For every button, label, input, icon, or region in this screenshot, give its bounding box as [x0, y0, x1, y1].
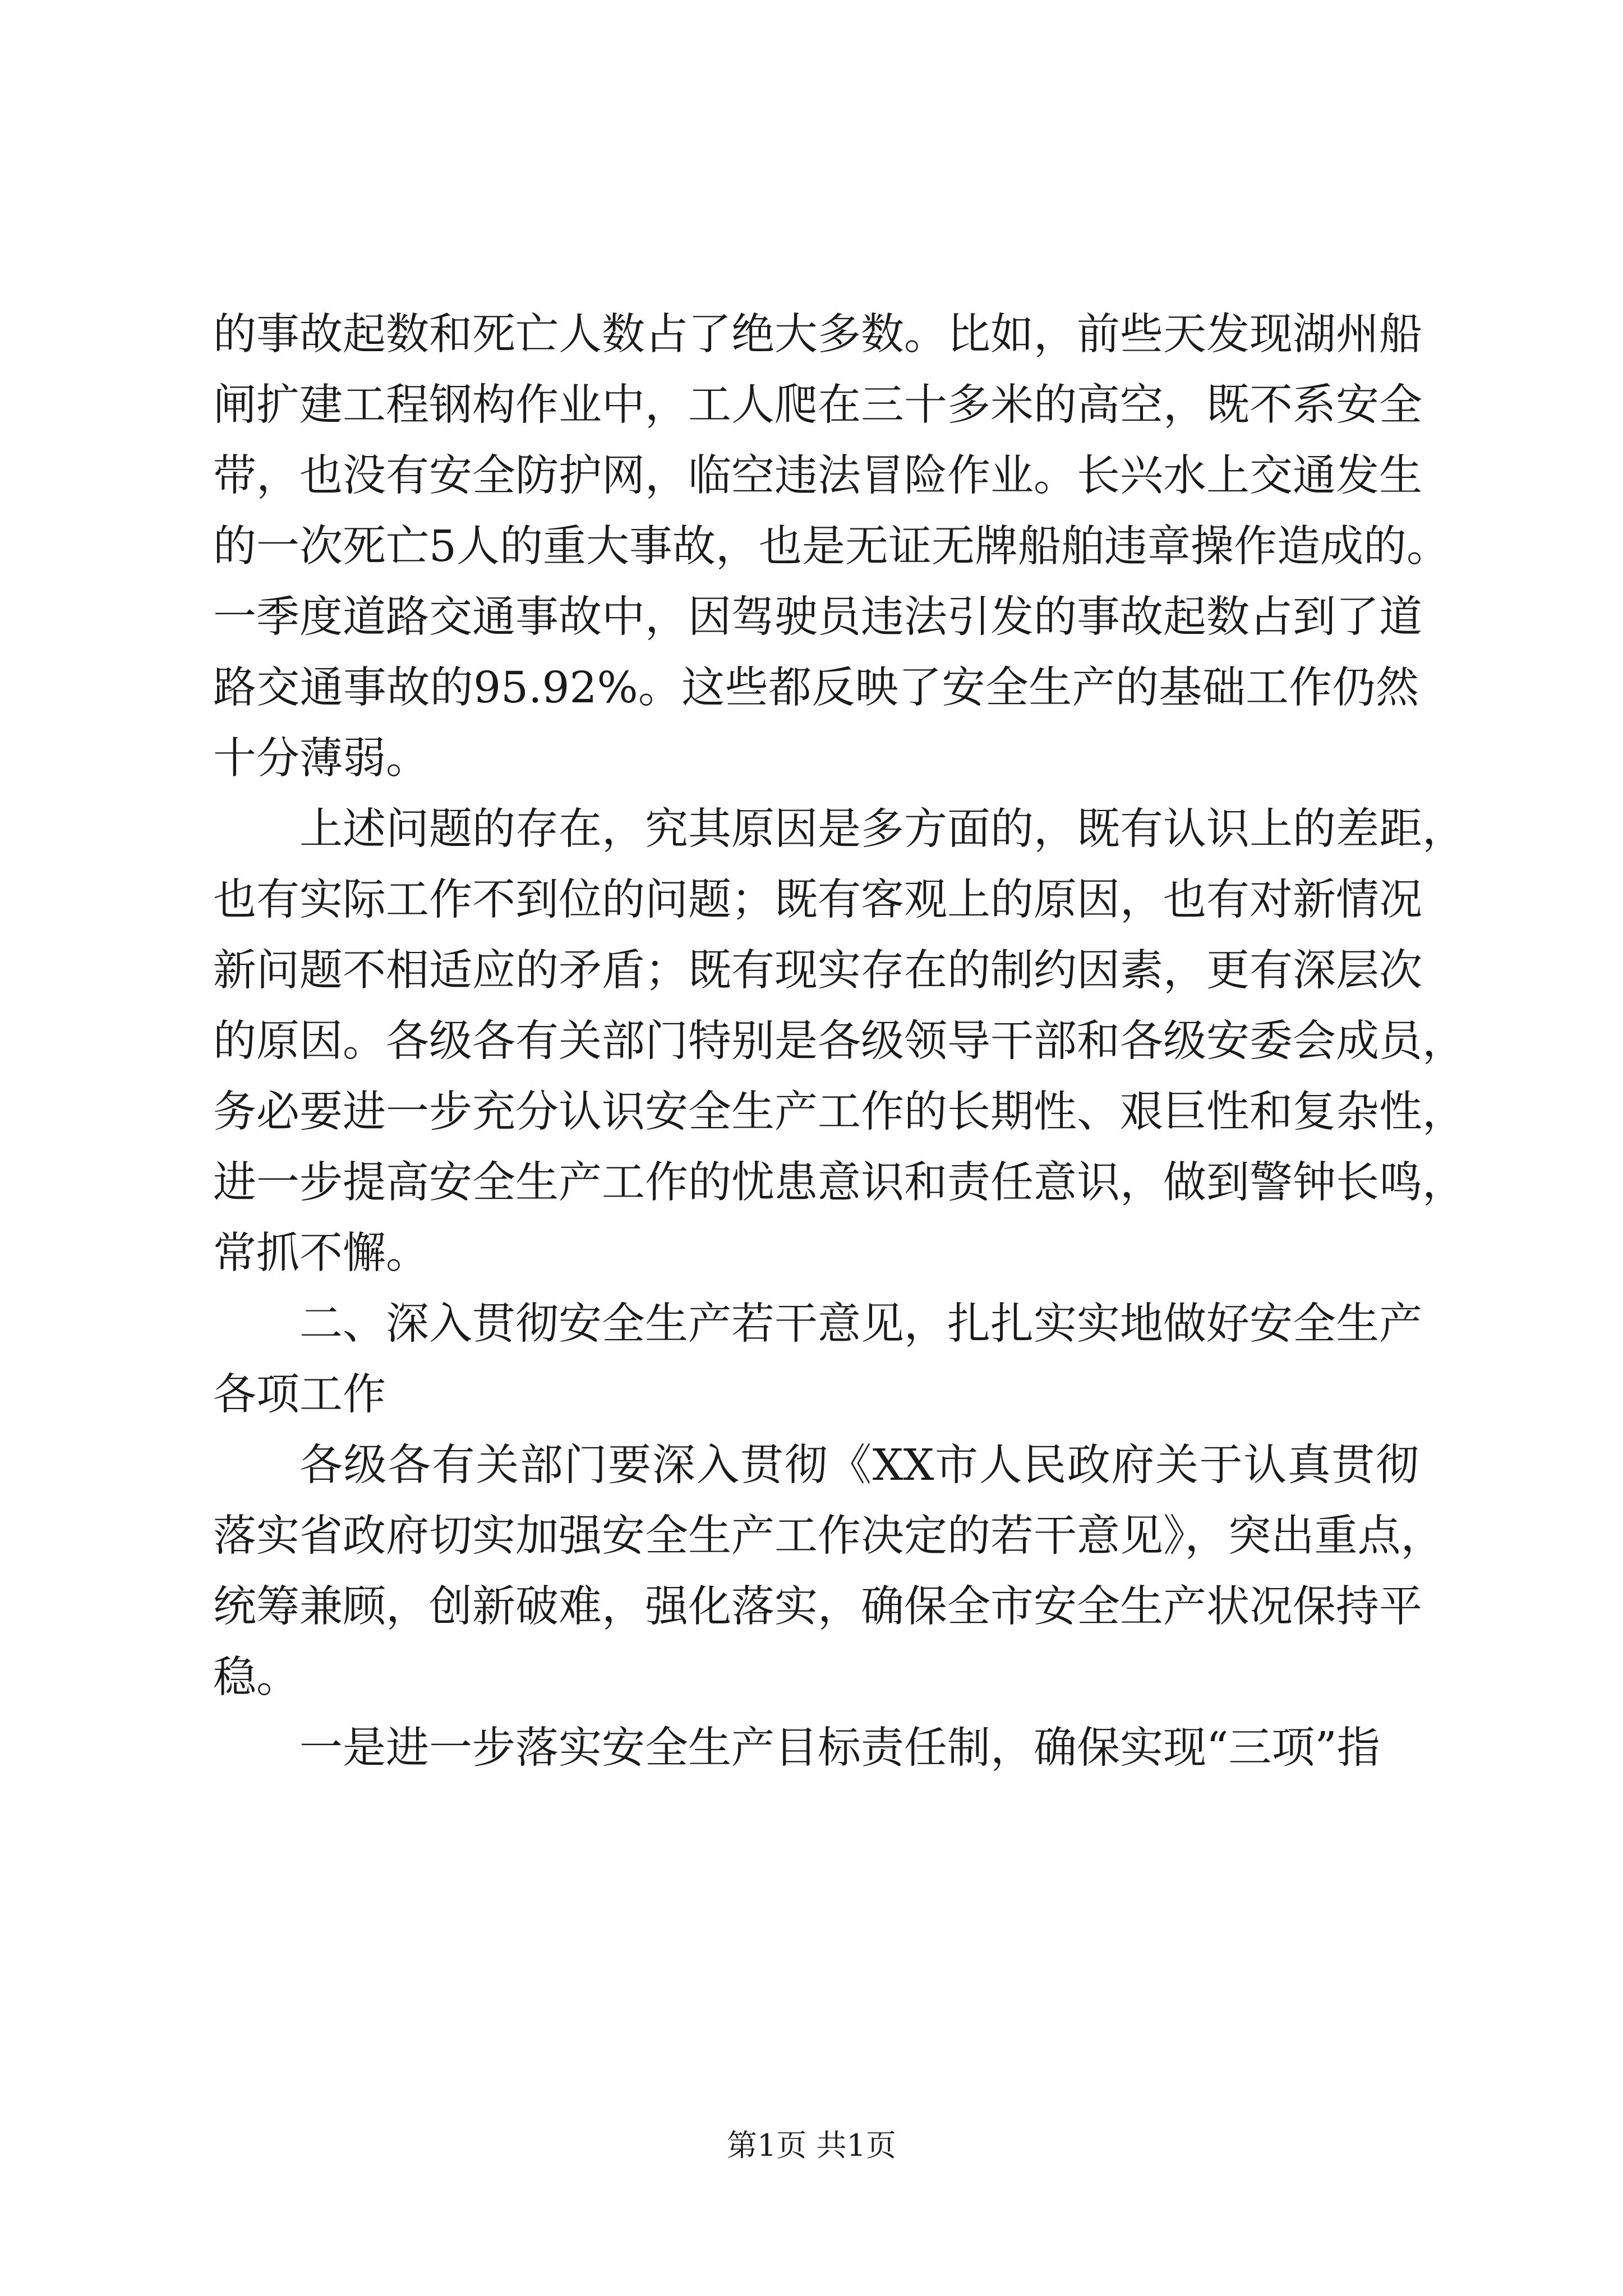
- text-line: 带，也没有安全防护网，临空违法冒险作业。长兴水上交通发生: [213, 451, 1422, 501]
- text-line: 落实省政府切实加强安全生产工作决定的若干意见》，突出重点，: [213, 1511, 1444, 1561]
- section-heading-line: 各项工作: [213, 1370, 386, 1420]
- text-line: 新问题不相适应的矛盾；既有现实存在的制约因素，更有深层次: [213, 946, 1422, 996]
- text-line: 的事故起数和死亡人数占了绝大多数。比如，前些天发现湖州船: [213, 310, 1422, 360]
- section-heading-line: 二、深入贯彻安全生产若干意见，扎扎实实地做好安全生产: [299, 1299, 1422, 1349]
- text-line: 统筹兼顾，创新破难，强化落实，确保全市安全生产状况保持平: [213, 1582, 1422, 1632]
- body-text: [213, 300, 1465, 1784]
- text-line: 各级各有关部门要深入贯彻《XX市人民政府关于认真贯彻: [299, 1441, 1419, 1490]
- text-line: 上述问题的存在，究其原因是多方面的，既有认识上的差距，: [299, 804, 1465, 854]
- text-line: 的原因。各级各有关部门特别是各级领导干部和各级安委会成员，: [213, 1016, 1465, 1066]
- text-line: 闸扩建工程钢构作业中，工人爬在三十多米的高空，既不系安全: [213, 380, 1422, 430]
- text-line: 进一步提高安全生产工作的忧患意识和责任意识，做到警钟长鸣，: [213, 1158, 1465, 1208]
- text-line: 一是进一步落实安全生产目标责任制，确保实现“三项”指: [299, 1723, 1380, 1773]
- text-line: 十分薄弱。: [213, 734, 429, 784]
- text-line: 务必要进一步充分认识安全生产工作的长期性、艰巨性和复杂性，: [213, 1087, 1465, 1137]
- page-footer: 第1页 共1页: [727, 2128, 896, 2163]
- text-line: 也有实际工作不到位的问题；既有客观上的原因，也有对新情况: [213, 875, 1422, 925]
- text-line: 路交通事故的95.92%。这些都反映了安全生产的基础工作仍然: [213, 663, 1419, 713]
- text-line: 稳。: [213, 1653, 299, 1703]
- text-line: 的一次死亡5人的重大事故，也是无证无牌船舶违章操作造成的。: [213, 522, 1450, 572]
- text-line: 一季度道路交通事故中，因驾驶员违法引发的事故起数占到了道: [213, 592, 1422, 642]
- text-line: 常抓不懈。: [213, 1228, 429, 1278]
